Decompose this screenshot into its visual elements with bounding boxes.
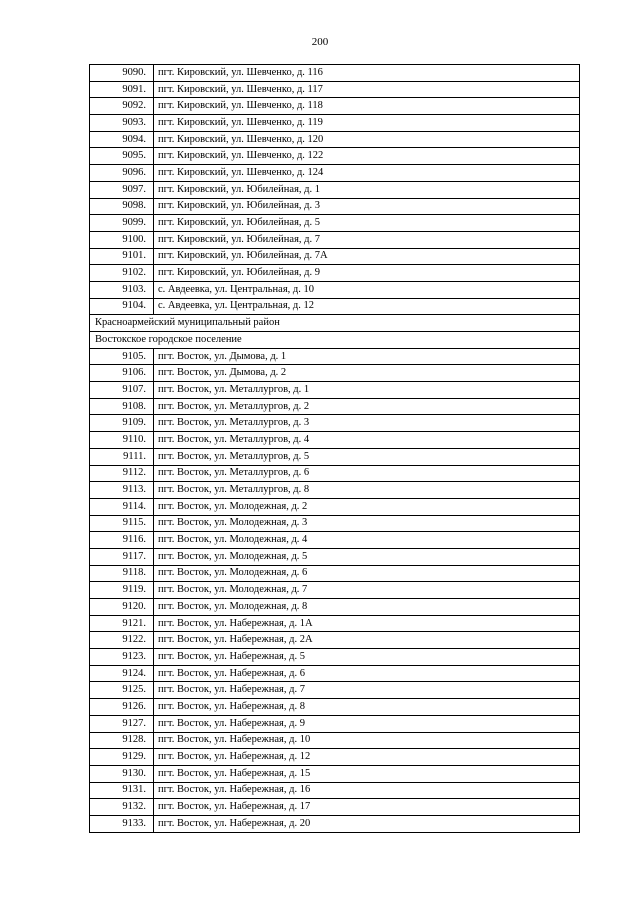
row-address: пгт. Кировский, ул. Шевченко, д. 116 [154,65,580,82]
row-address: пгт. Восток, ул. Металлургов, д. 2 [154,398,580,415]
row-number: 9101. [90,248,154,265]
table-row [90,649,580,666]
row-address: пгт. Восток, ул. Набережная, д. 17 [154,799,580,816]
row-number: 9130. [90,765,154,782]
table-row [90,198,580,215]
row-address: пгт. Кировский, ул. Юбилейная, д. 7 [154,231,580,248]
table-row [90,532,580,549]
row-number: 9132. [90,799,154,816]
row-address: пгт. Восток, ул. Молодежная, д. 3 [154,515,580,532]
table-row [90,265,580,282]
table-row [90,732,580,749]
table-row [90,565,580,582]
row-number: 9106. [90,365,154,382]
table-row [90,215,580,232]
row-number: 9128. [90,732,154,749]
row-address: с. Авдеевка, ул. Центральная, д. 10 [154,281,580,298]
table-row [90,348,580,365]
table-row [90,699,580,716]
row-address: пгт. Кировский, ул. Шевченко, д. 118 [154,98,580,115]
row-address: пгт. Восток, ул. Металлургов, д. 4 [154,432,580,449]
row-number: 9098. [90,198,154,215]
section-header-text: Востокское городское поселение [90,332,580,349]
row-number: 9107. [90,382,154,399]
row-address: пгт. Восток, ул. Молодежная, д. 6 [154,565,580,582]
row-address: пгт. Восток, ул. Дымова, д. 2 [154,365,580,382]
row-address: пгт. Восток, ул. Молодежная, д. 7 [154,582,580,599]
row-address: пгт. Восток, ул. Набережная, д. 7 [154,682,580,699]
row-number: 9133. [90,815,154,832]
row-number: 9125. [90,682,154,699]
table-row [90,165,580,182]
table-row [90,615,580,632]
table-row [90,465,580,482]
table-row [90,181,580,198]
row-number: 9092. [90,98,154,115]
row-number: 9103. [90,281,154,298]
row-number: 9131. [90,782,154,799]
row-number: 9104. [90,298,154,315]
row-number: 9091. [90,81,154,98]
row-number: 9108. [90,398,154,415]
table-row [90,248,580,265]
row-number: 9116. [90,532,154,549]
table-row [90,482,580,499]
table-row [90,131,580,148]
row-number: 9121. [90,615,154,632]
table-row [90,599,580,616]
row-number: 9093. [90,115,154,132]
row-number: 9105. [90,348,154,365]
row-address: пгт. Восток, ул. Металлургов, д. 1 [154,382,580,399]
table-row [90,298,580,315]
row-address: пгт. Восток, ул. Металлургов, д. 5 [154,448,580,465]
row-address: пгт. Восток, ул. Набережная, д. 8 [154,699,580,716]
row-number: 9119. [90,582,154,599]
row-address: пгт. Кировский, ул. Шевченко, д. 120 [154,131,580,148]
row-address: пгт. Восток, ул. Молодежная, д. 2 [154,498,580,515]
row-address: пгт. Восток, ул. Дымова, д. 1 [154,348,580,365]
row-address: пгт. Кировский, ул. Шевченко, д. 124 [154,165,580,182]
table-row [90,765,580,782]
table-row [90,115,580,132]
section-header-text: Красноармейский муниципальный район [90,315,580,332]
row-number: 9124. [90,665,154,682]
row-address: пгт. Кировский, ул. Юбилейная, д. 5 [154,215,580,232]
row-number: 9099. [90,215,154,232]
row-address: с. Авдеевка, ул. Центральная, д. 12 [154,298,580,315]
row-address: пгт. Восток, ул. Молодежная, д. 4 [154,532,580,549]
table-row [90,548,580,565]
row-address: пгт. Восток, ул. Набережная, д. 5 [154,649,580,666]
row-number: 9090. [90,65,154,82]
table-row [90,81,580,98]
table-row [90,281,580,298]
table-row [90,582,580,599]
table-row [90,231,580,248]
table-row [90,498,580,515]
row-address: пгт. Восток, ул. Набережная, д. 2А [154,632,580,649]
row-address: пгт. Восток, ул. Набережная, д. 1А [154,615,580,632]
row-number: 9115. [90,515,154,532]
row-number: 9111. [90,448,154,465]
table-row [90,749,580,766]
table-row [90,432,580,449]
section-header-row [90,315,580,332]
row-address: пгт. Восток, ул. Набережная, д. 15 [154,765,580,782]
table-row [90,815,580,832]
table-row [90,382,580,399]
row-address: пгт. Восток, ул. Набережная, д. 10 [154,732,580,749]
row-number: 9129. [90,749,154,766]
table-row [90,665,580,682]
row-address: пгт. Восток, ул. Молодежная, д. 5 [154,548,580,565]
row-number: 9097. [90,181,154,198]
row-number: 9100. [90,231,154,248]
table-row [90,65,580,82]
row-number: 9095. [90,148,154,165]
row-number: 9109. [90,415,154,432]
table-row [90,799,580,816]
row-address: пгт. Восток, ул. Набережная, д. 16 [154,782,580,799]
table-row [90,682,580,699]
table-row [90,632,580,649]
row-address: пгт. Восток, ул. Металлургов, д. 6 [154,465,580,482]
row-address: пгт. Восток, ул. Набережная, д. 20 [154,815,580,832]
row-address: пгт. Восток, ул. Металлургов, д. 8 [154,482,580,499]
row-number: 9120. [90,599,154,616]
row-address: пгт. Кировский, ул. Шевченко, д. 122 [154,148,580,165]
table-row [90,365,580,382]
row-number: 9110. [90,432,154,449]
row-number: 9127. [90,715,154,732]
row-address: пгт. Кировский, ул. Шевченко, д. 119 [154,115,580,132]
address-table [89,64,580,833]
address-table-body [90,65,580,833]
table-row [90,782,580,799]
row-number: 9094. [90,131,154,148]
table-row [90,148,580,165]
row-number: 9112. [90,465,154,482]
row-number: 9126. [90,699,154,716]
row-address: пгт. Восток, ул. Набережная, д. 12 [154,749,580,766]
table-row [90,515,580,532]
row-number: 9122. [90,632,154,649]
row-address: пгт. Кировский, ул. Юбилейная, д. 9 [154,265,580,282]
row-address: пгт. Восток, ул. Металлургов, д. 3 [154,415,580,432]
row-number: 9096. [90,165,154,182]
row-address: пгт. Кировский, ул. Юбилейная, д. 7А [154,248,580,265]
row-number: 9123. [90,649,154,666]
table-row [90,715,580,732]
row-address: пгт. Кировский, ул. Юбилейная, д. 1 [154,181,580,198]
section-header-row [90,332,580,349]
row-address: пгт. Восток, ул. Набережная, д. 9 [154,715,580,732]
table-row [90,415,580,432]
row-number: 9113. [90,482,154,499]
table-row [90,398,580,415]
row-number: 9118. [90,565,154,582]
row-address: пгт. Кировский, ул. Шевченко, д. 117 [154,81,580,98]
table-row [90,448,580,465]
row-number: 9114. [90,498,154,515]
table-row [90,98,580,115]
row-address: пгт. Восток, ул. Молодежная, д. 8 [154,599,580,616]
row-address: пгт. Восток, ул. Набережная, д. 6 [154,665,580,682]
page-number: 200 [311,36,329,48]
row-number: 9117. [90,548,154,565]
row-number: 9102. [90,265,154,282]
row-address: пгт. Кировский, ул. Юбилейная, д. 3 [154,198,580,215]
